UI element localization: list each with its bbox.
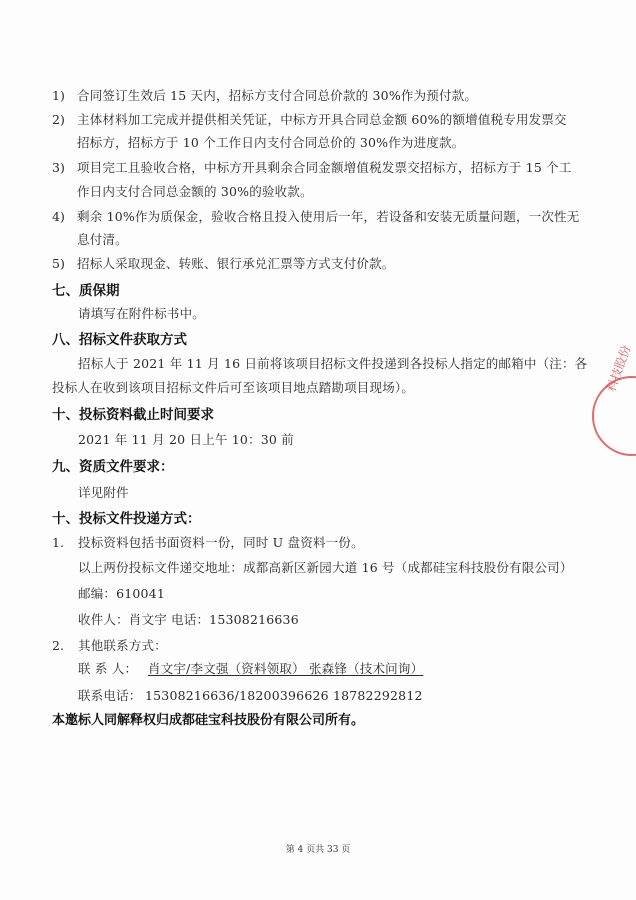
submit-item-1-number: 1. [52,535,64,550]
submit-postcode: 邮编：610041 [78,586,166,601]
qualification-heading: 九、资质文件要求： [52,459,174,475]
rights-statement: 本邀标人同解释权归成都硅宝科技股份有限公司所有。 [52,713,365,728]
acquire-text-line-2: 投标人在收到该项目招标文件后可至该项目地点踏勘项目现场）。 [52,380,415,395]
payment-term-2-text-line-2: 招标方，招标方于 10 个工作日内支付合同总价的 30%作为进度款。 [77,135,465,150]
payment-term-2-number: 2) [52,112,65,127]
seal-text: 科技股份 [603,343,634,394]
acquire-heading: 八、招标文件获取方式 [52,332,187,348]
submit-heading: 十、投标文件投递方式： [52,511,201,527]
company-seal-stamp [592,343,636,456]
deadline-heading: 十、投标资料截止时间要求 [52,407,214,423]
page-number-footer: 第 4 页共 33 页 [285,845,351,855]
payment-term-3-number: 3) [52,160,65,175]
contact-label: 联 系 人： [78,661,138,676]
deadline-text: 2021 年 11 月 20 日上午 10：30 前 [78,432,294,447]
phone-label: 联系电话： [78,688,142,703]
contact-names: 肖文宇/李文强（资料领取） 张森锋（技术问询） [148,661,424,676]
submit-item-2-number: 2. [52,638,64,653]
warranty-text: 请填写在附件标书中。 [78,306,206,321]
payment-term-5-text: 招标人采取现金、转账、银行承兑汇票等方式支付价款。 [77,256,395,271]
payment-term-4-text-line-2: 息付清。 [77,232,128,247]
submit-item-2-text: 其他联系方式： [78,638,167,653]
payment-term-3-text-line-1: 项目完工且验收合格，中标方开具剩余合同金额增值税发票交招标方，招标方于 15 个工 [77,160,572,175]
acquire-text-line-1: 招标人于 2021 年 11 月 16 日前将该项目招标文件投递到各投标人指定的邮箱中（注：各 [78,356,588,371]
payment-term-3-text-line-2: 作日内支付合同总金额的 30%的验收款。 [77,184,313,199]
warranty-heading: 七、质保期 [52,283,120,299]
phone-numbers: 15308216636/18200396626 18782292812 [145,688,423,703]
payment-term-1-text: 合同签订生效后 15 天内，招标方支付合同总价款的 30%作为预付款。 [77,88,478,103]
qualification-text: 详见附件 [78,485,129,500]
submit-receiver: 收件人：肖文宇 电话：15308216636 [78,612,299,627]
payment-term-1-number: 1) [52,88,65,103]
payment-term-4-text-line-1: 剩余 10%作为质保金，验收合格且投入使用后一年，若设备和安装无质量问题，一次性无 [77,209,580,224]
payment-term-4-number: 4) [52,209,65,224]
payment-term-2-text-line-1: 主体材料加工完成并提供相关凭证，中标方开具合同总金额 60%的额增值税专用发票交 [77,112,567,127]
payment-term-5-number: 5) [52,256,65,271]
submit-item-1-text: 投标资料包括书面资料一份，同时 U 盘资料一份。 [78,535,364,550]
submit-address: 以上两份投标文件递交地址：成都高新区新园大道 16 号（成都硅宝科技股份有限公司） [78,560,573,575]
